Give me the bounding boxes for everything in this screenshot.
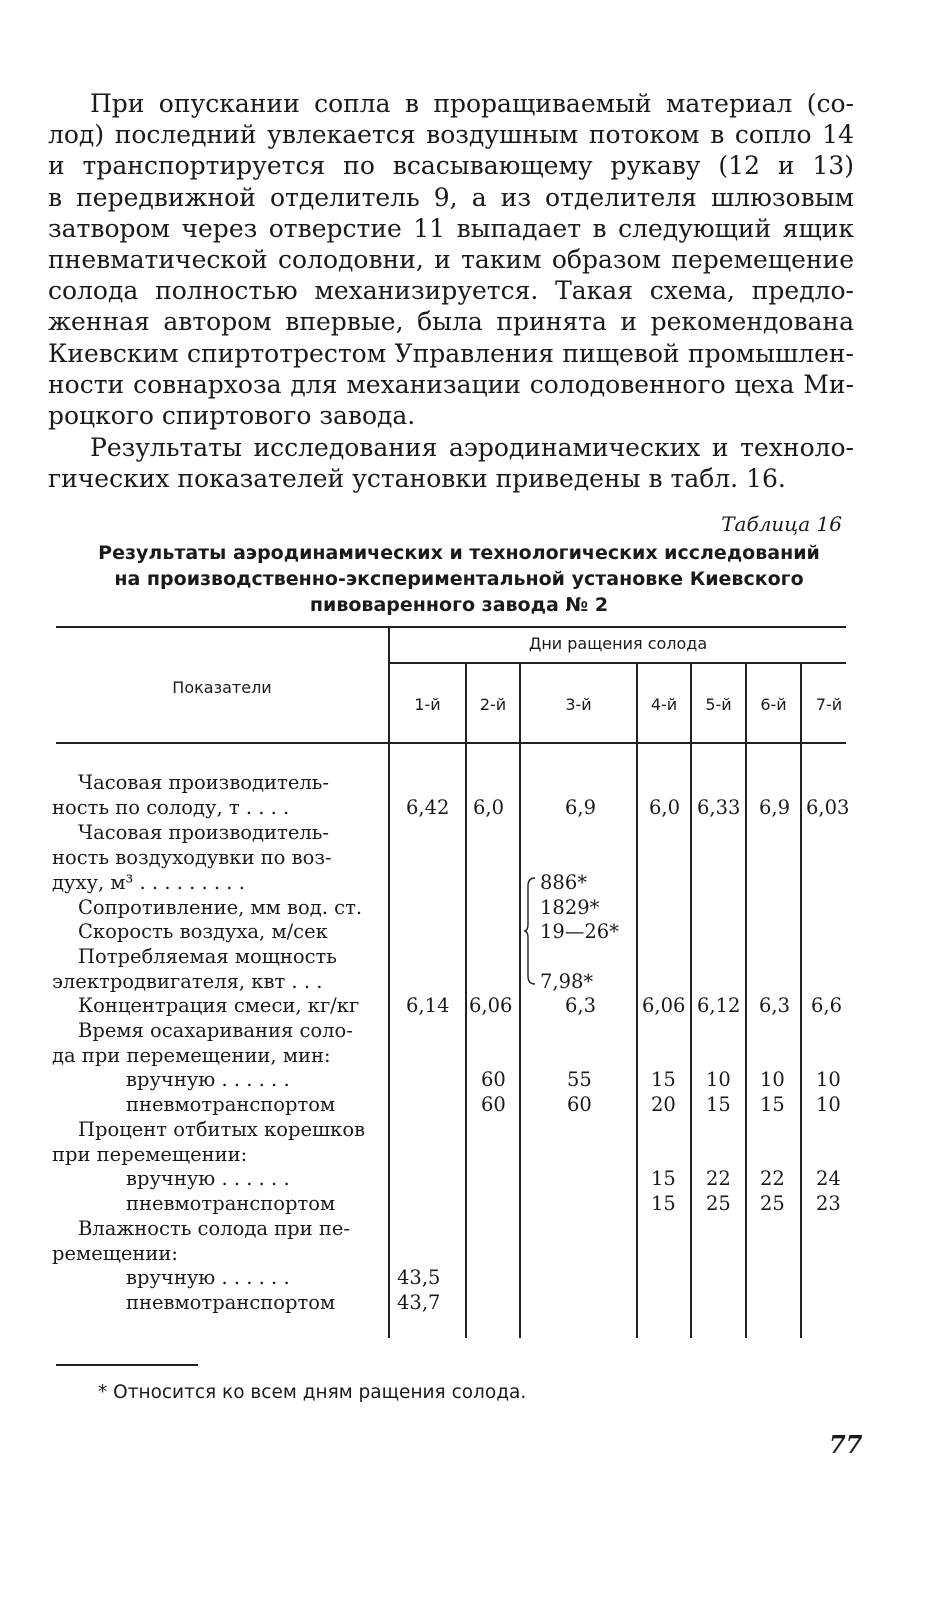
cell-value: 19—26* [540,920,619,943]
cell-value: 15 [651,1167,676,1190]
table-title [56,540,862,618]
curly-brace [523,876,537,986]
cell-value: 10 [706,1068,731,1091]
column-divider [690,663,692,1338]
header-day-2: 2-й [479,695,507,714]
column-divider [465,663,467,1338]
page-number: 77 [829,1430,863,1459]
text-line: и транспортируется по всасывающему рукаву (12 и 13) [48,151,854,181]
row-label: электродвигателя, квт . . . [52,970,323,993]
text-line: ности совнархоза для механизации солодовенного цеха Ми- [48,369,854,399]
cell-value: 55 [567,1068,592,1091]
cell-value: 24 [816,1167,841,1190]
table-caption: Таблица 16 [721,512,842,536]
cell-value: 25 [706,1192,731,1215]
cell-value: 60 [481,1093,506,1116]
cell-value: 22 [706,1167,731,1190]
cell-value: 20 [651,1093,676,1116]
cell-value: 6,14 [406,994,450,1017]
header-day-3: 3-й [565,695,592,714]
footnote: * Относится ко всем дням ращения солода. [98,1382,527,1403]
text-line: пневматической солодовни, и таким образом перемещение [48,244,854,274]
text-line: солода полностью механизируется. Такая схема, предло- [48,276,854,306]
row-label: Часовая производитель- [78,821,329,844]
row-label: Скорость воздуха, м/сек [78,920,328,943]
header-days-group: Дни ращения солода [528,634,708,653]
footnote-rule [56,1364,198,1366]
text-line: Результаты исследования аэродинамических и техноло- [90,433,854,462]
paragraph-1 [48,88,854,431]
column-divider [388,628,390,1338]
cell-value: 10 [760,1068,785,1091]
cell-value: 60 [567,1093,592,1116]
row-label: пневмотранспортом [126,1093,336,1116]
header-day-1: 1-й [414,695,441,714]
header-day-5: 5-й [705,695,732,714]
cell-value: 6,0 [473,796,505,819]
cell-value: 6,6 [811,994,843,1017]
text-line: в передвижной отделитель 9, а из отделителя шлюзовым [48,182,854,212]
row-label: при перемещении: [52,1143,248,1166]
cell-value: 23 [816,1192,841,1215]
table-subheader-rule [388,662,846,664]
cell-value: 6,3 [565,994,597,1017]
cell-value: 1829* [540,896,600,919]
cell-value: 15 [706,1093,731,1116]
column-divider [519,663,521,1338]
row-label: Концентрация смеси, кг/кг [78,994,360,1017]
cell-value: 10 [816,1068,841,1091]
cell-value: 886* [540,871,587,894]
row-label: вручную . . . . . . [126,1167,290,1190]
cell-value: 6,9 [759,796,791,819]
row-label: Время осахаривания соло- [78,1019,353,1042]
table-top-rule [56,626,846,628]
cell-value: 7,98* [540,970,594,993]
cell-value: 10 [816,1093,841,1116]
row-label: Потребляемая мощность [78,945,337,968]
column-divider [636,663,638,1338]
row-label: ность воздуходувки по воз- [52,846,332,869]
table-header-rule [56,742,846,744]
header-indicators: Показатели [172,678,272,697]
cell-value: 6,06 [469,994,513,1017]
cell-value: 60 [481,1068,506,1091]
header-day-4: 4-й [650,695,678,714]
text-line: роцкого спиртового завода. [48,400,416,430]
text-line: лод) последний увлекается воздушным потоком в сопло 14 [48,120,854,150]
cell-value: 25 [760,1192,785,1215]
row-label: Часовая производитель- [78,771,329,794]
column-divider [745,663,747,1338]
cell-value: 15 [760,1093,785,1116]
cell-value: 6,0 [649,796,681,819]
row-label: Сопротивление, мм вод. ст. [78,896,363,919]
text-line: гических показателей установки приведены в табл. 16. [48,464,786,494]
row-label: вручную . . . . . . [126,1068,290,1091]
cell-value: 6,06 [642,994,686,1017]
header-day-7: 7-й [815,695,843,714]
cell-value: 15 [651,1192,676,1215]
text-line: затвором через отверстие 11 выпадает в следующий ящик [48,213,854,243]
cell-value: 6,33 [697,796,741,819]
table-title-line: на производственно-экспериментальной установке Киевского [114,568,804,590]
cell-value: 6,9 [565,796,597,819]
text-line: женная автором впервые, была принята и рекомендована [48,307,854,337]
cell-value: 6,12 [697,994,741,1017]
cell-value: 6,03 [806,796,850,819]
row-label: пневмотранспортом [126,1192,336,1215]
text-line: Киевским спиртотрестом Управления пищевой промышлен- [48,338,854,368]
row-label: вручную . . . . . . [126,1266,290,1289]
paragraph-2 [48,432,854,494]
cell-value: 15 [651,1068,676,1091]
row-label: духу, м³ . . . . . . . . . [52,871,245,894]
cell-value: 6,42 [406,796,450,819]
row-label: ность по солоду, т . . . . [52,796,290,819]
row-label: ремещении: [52,1242,178,1265]
header-day-6: 6-й [760,695,787,714]
row-label: Влажность солода при пе- [78,1217,350,1240]
cell-value: 43,7 [397,1291,441,1314]
cell-value: 6,3 [759,994,791,1017]
table-title-line: пивоваренного завода № 2 [309,594,609,616]
text-line: При опускании сопла в проращиваемый материал (со- [90,89,854,118]
row-label: да при перемещении, мин: [52,1044,331,1067]
column-divider [800,663,802,1338]
cell-value: 22 [760,1167,785,1190]
cell-value: 43,5 [397,1266,441,1289]
table-title-line: Результаты аэродинамических и технологических исследований [98,542,820,564]
row-label: пневмотранспортом [126,1291,336,1314]
row-label: Процент отбитых корешков [78,1118,366,1141]
